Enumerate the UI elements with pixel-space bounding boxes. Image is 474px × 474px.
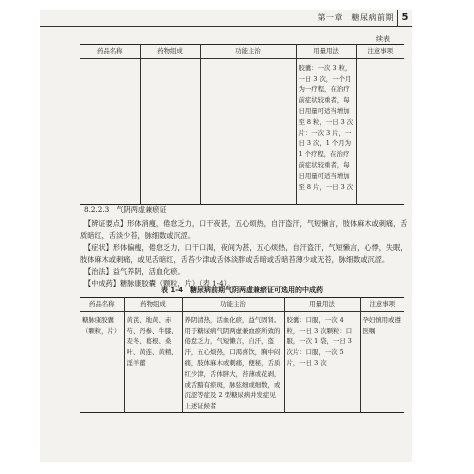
notes-cell: 孕妇慎用或遵医嘱 (360, 311, 404, 412)
notes-cell (356, 58, 404, 204)
ingredients-cell: 黄芪、地黄、赤芍、丹参、牛膝、麦冬、葛根、桑叶、黄连、黄精、淫羊藿 (124, 311, 182, 412)
column-header: 注意事项 (360, 298, 404, 312)
ingredients-cell (140, 58, 200, 204)
column-header: 药品名称 (80, 45, 140, 59)
table-row (80, 58, 404, 204)
table-header-row (80, 298, 404, 312)
drug-name-cell: 糖脉康胶囊（颗粒，片） (82, 315, 121, 335)
column-header: 注意事项 (356, 45, 404, 59)
medicine-table (80, 297, 404, 413)
usage-cell: 胶囊：口服，一次 4 粒，一日 3 次颗粒：口服，一次 1 袋，一日 3 次片：口服，一次 5 片，一日 3 次 (284, 311, 360, 412)
column-header: 用量用法 (284, 298, 360, 312)
column-header: 药品名称 (80, 298, 124, 312)
column-header: 药物组成 (140, 45, 200, 59)
section-body (80, 205, 408, 290)
drug-name-cell (80, 58, 140, 204)
table-row (80, 311, 404, 412)
section-heading: 8.2.2.3 气阴两虚兼瘀证 (84, 205, 167, 214)
continued-label: 续表 (376, 35, 390, 43)
function-cell: 养阴清热，活血化瘀，益气固肾。用于糖尿病气阴两虚兼血瘀所致的倦怠乏力，气短懒言，自汗，盗汗，五心烦热，口渴喜饮，胸中闷痛，肢体麻木或刺痛，便秘，舌质红少津，舌体胖大，苔薄或花剥，或舌黯有瘀斑，脉弦细或细数，或沉涩等症及 2 型糖尿病并发症见上述证候者 (182, 311, 284, 412)
column-header: 药物组成 (124, 298, 182, 312)
table-caption: 表 1-4 糖尿病前期气阴两虚兼瘀证可选用的中成药 (160, 286, 324, 294)
page-number: 5 (397, 10, 412, 26)
continued-table (80, 44, 404, 205)
paragraph-treatment: 【治法】益气养阴，活血化瘀。 (84, 267, 185, 276)
table-header-row (80, 45, 404, 59)
column-header: 功能主治 (200, 45, 296, 59)
usage-cell: 胶囊：一次 3 粒，一日 3 次，一个月为一疗程，在治疗前症状较重者，每日用量可适当增加至 8 粒，一日 3 次片：一次 3 片，一日 3 次，1 个月为 1 个疗程，在治疗前症状较重者，每日用量可适当增加至 8 片，一日 3 次 (296, 58, 356, 204)
book-page (40, 10, 412, 462)
paragraph-symptoms: 【症状】形体偏瘦，倦怠乏力，口干口渴，夜间为甚，五心烦热，自汗盗汗，气短懒言，心悸，失眠，肢体麻木或刺痛，或见舌暗红，舌苔少津或舌体淡胖或舌暗或舌暗苔薄少或无苔，脉细数或沉涩。 (80, 243, 408, 264)
paragraph-medicine: 【中成药】糖脉康胶囊（颗粒，片）（表 1-4）。 (84, 279, 235, 288)
column-header: 功能主治 (182, 298, 284, 312)
function-cell (200, 58, 296, 204)
column-header: 用量用法 (296, 45, 356, 59)
chapter-title: 第一章 糖尿病前期 (317, 13, 394, 22)
paragraph-key-points: 【辨证要点】形体消瘦，倦怠乏力，口干夜甚，五心烦热，自汗盗汗，气短懒言，肢体麻木或刺痛，舌质暗红，舌淡少苔，脉细数或沉涩。 (80, 219, 408, 240)
running-header (40, 10, 412, 27)
